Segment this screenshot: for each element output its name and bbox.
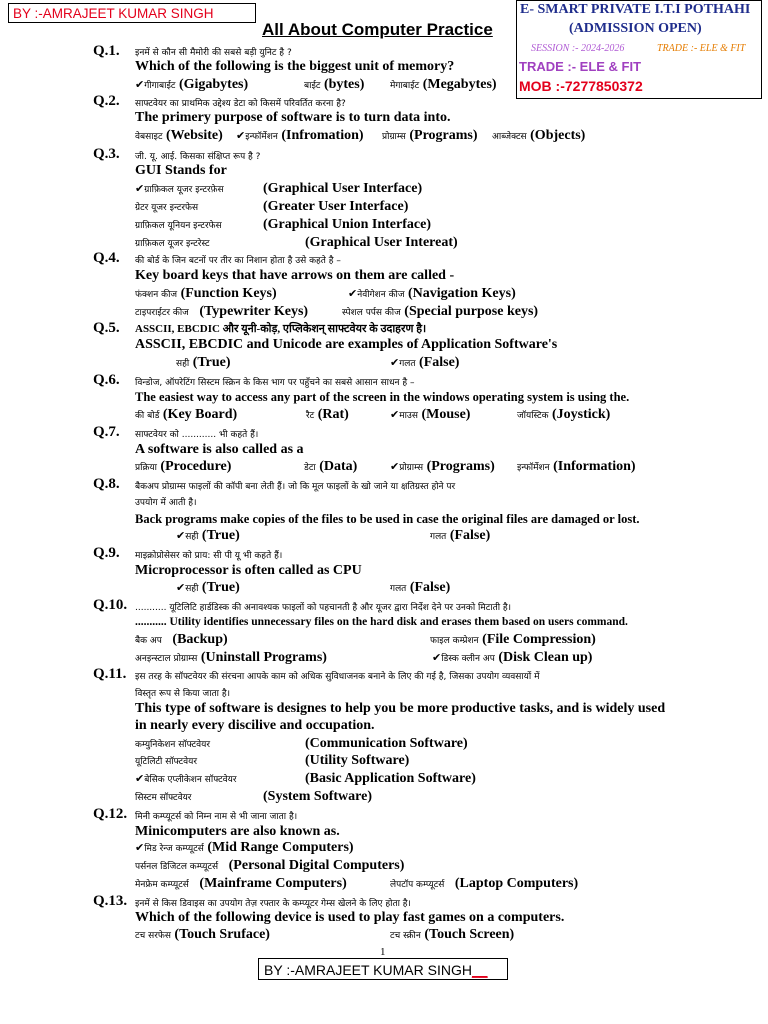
question-hindi: माइक्रोप्रोसेसर को प्राय: सी पी यू भी कहते हैं।	[135, 551, 283, 561]
option-hindi: ग्राफ़िकल यूनियन इन्टरफेस	[135, 221, 222, 231]
option	[176, 355, 231, 371]
option-english: (Procedure)	[160, 459, 232, 474]
question-hindi: की बोर्ड के जिन बटनों पर तीर का निशान होता है उसे कहते है –	[135, 256, 341, 266]
question-number: Q.10.	[93, 597, 128, 613]
option	[517, 459, 636, 475]
question-number: Q.2.	[93, 93, 120, 109]
question-hindi-cont: विस्तृत रूप से किया जाता है।	[135, 689, 231, 699]
option	[430, 528, 490, 544]
option-hindi: मेनफ्रेम कम्प्यूटर्स	[135, 880, 189, 890]
author-box: BY :-AMRAJEET KUMAR SINGH	[8, 3, 256, 23]
question-number: Q.1.	[93, 43, 120, 59]
question-number: Q.5.	[93, 320, 120, 336]
check-icon: ✔	[135, 78, 145, 91]
option-english: (Communication Software)	[305, 736, 468, 751]
question-hindi: बैकअप प्रोग्राम्स फाइलों की कॉपी बना लेती हैं। जो कि मूल फाइलों के खो जाने या क्षतिग्रस्त होने पर	[135, 482, 456, 492]
option-hindi: लेपटॉप कम्प्यूटर्स	[390, 880, 445, 890]
option-english: (Information)	[553, 459, 636, 474]
option-hindi: इन्फॉर्मेशन	[245, 132, 278, 142]
option-hindi: सिस्टम सॉफ्टवेयर	[135, 793, 192, 803]
option-english: (Graphical User Interface)	[263, 181, 423, 196]
option-english: (Objects)	[530, 128, 586, 143]
question-english-cont: in nearly every discilive and occupation.	[135, 718, 375, 733]
option	[135, 407, 237, 423]
option-english: (Personal Digital Computers)	[228, 858, 405, 873]
option	[390, 876, 578, 892]
question-hindi: मिनी कम्प्यूटर्स को निम्न नाम से भी जाना जाता है।	[135, 812, 298, 822]
check-icon: ✔	[348, 287, 358, 300]
option	[432, 650, 592, 666]
question-english: Key board keys that have arrows on them are called -	[135, 268, 455, 283]
question-number: Q.6.	[93, 372, 120, 388]
option-hindi: बाईट	[304, 81, 321, 91]
question-hindi: ASSCII, EBCDIC और यूनी-कोड़, एप्लिकेशन् साफ्टवेयर के उदाहरण है।	[135, 323, 427, 335]
option-hindi: नेवीगेशन कीज	[357, 290, 405, 300]
option-hindi: आब्जेक्टस	[492, 132, 527, 142]
option	[135, 128, 223, 144]
option-hindi: पर्सनल डिजिटल कम्प्यूटर्स	[135, 862, 219, 872]
footer-author: BY :-AMRAJEET KUMAR SINGH	[264, 962, 472, 978]
option-english: (Mid Range Computers)	[207, 840, 354, 855]
option-hindi: प्रक्रिया	[135, 463, 157, 473]
option-hindi: वेबसाइट	[135, 132, 163, 142]
question-hindi: इनमें से कौन सी मैमोरी की सबसे बड़ी युनिट है ?	[135, 48, 292, 58]
question-hindi: ........... यूटिलिटि हार्डडिस्क की अनावश्यक फाइलों को पहचानती है और यूजर द्वारा निर्देश देने पर उनको मिटाती है।	[135, 603, 512, 613]
check-icon: ✔	[135, 772, 145, 785]
option	[135, 217, 222, 233]
option	[342, 304, 538, 320]
option	[135, 789, 191, 805]
question-number: Q.12.	[93, 806, 128, 822]
check-icon: ✔	[135, 841, 145, 854]
question-english: The easiest way to access any part of the screen in the windows operating system is using the.	[135, 390, 630, 404]
option	[135, 77, 248, 93]
option	[390, 580, 450, 596]
option	[176, 580, 240, 596]
option-hindi: फंक्शन कीज	[135, 290, 178, 300]
option-english: (Backup)	[172, 632, 228, 647]
question-hindi: इनमें से किस डिवाइस का उपयोग तेज़ रफ्तार के कम्प्यूटर गेम्स खेलने के लिए होता है।	[135, 899, 411, 909]
question-hindi: साफ्टवेयर का प्राथमिक उद्देश्य डेटा को किसमें परिवर्तित करना है?	[135, 99, 346, 109]
option-english: (Infromation)	[281, 128, 364, 143]
option-english: (Programs)	[426, 459, 495, 474]
option-hindi: कम्युनिकेशन सॉफ्टवेयर	[135, 740, 211, 750]
option-english: (Disk Clean up)	[498, 650, 593, 665]
option-english: (Laptop Computers)	[454, 876, 579, 891]
option	[135, 235, 210, 251]
option-english: (Touch Sruface)	[174, 927, 270, 942]
option-hindi: सही	[185, 532, 199, 542]
option-english: (File Compression)	[482, 632, 596, 647]
option-english: (Mainframe Computers)	[199, 876, 347, 891]
option-english: (Data)	[319, 459, 358, 474]
option-hindi: डिस्क क्लीन अप	[441, 654, 495, 664]
trade-small: TRADE :- ELE & FIT	[657, 43, 746, 54]
option	[135, 459, 231, 475]
option	[390, 459, 495, 475]
option-english: (Rat)	[317, 407, 349, 422]
option-hindi: मेगाबाईट	[390, 81, 420, 91]
option-english: (Uninstall Programs)	[200, 650, 327, 665]
option	[304, 459, 357, 475]
option	[135, 181, 224, 197]
option-hindi: बेसिक एप्लीकेशन सॉफ्टवेयर	[144, 775, 237, 785]
institute-info-box	[516, 0, 762, 99]
option	[492, 128, 585, 144]
option-english: (Graphical User Intereat)	[305, 235, 458, 250]
question-number: Q.3.	[93, 146, 120, 162]
option-english: (Basic Application Software)	[305, 771, 476, 786]
option-english: (Website)	[166, 128, 223, 143]
option-hindi: माउस	[399, 411, 418, 421]
option-hindi: सही	[185, 584, 199, 594]
question-hindi: इस तरह के सॉफ्टवेयर की संरचना आपके काम को अधिक सुविधाजनक बनाने के लिए की गई है, जिसका उपयोग व्यवसायों में	[135, 672, 540, 682]
check-icon: ✔	[176, 529, 186, 542]
option	[135, 286, 277, 302]
option	[176, 528, 240, 544]
option	[390, 77, 497, 93]
question-number: Q.4.	[93, 250, 120, 266]
question-hindi: जी. यू. आई. किसका संक्षिप्त रूप है ?	[135, 152, 261, 162]
page-title: All About Computer Practice	[262, 20, 493, 39]
option-english: (bytes)	[323, 77, 365, 92]
option-hindi: स्पेशल पर्पस कीज	[342, 308, 401, 318]
page-number: 1	[380, 946, 386, 958]
question-english: This type of software is designes to help you be more productive tasks, and is widely used	[135, 701, 666, 716]
option	[135, 876, 347, 892]
option-hindi: गीगाबाईट	[144, 81, 176, 91]
option-hindi: फाइल कम्प्रेशन	[430, 636, 479, 646]
option	[135, 632, 228, 648]
option-hindi: टाइपराईटर कीज	[135, 308, 189, 318]
option	[390, 927, 514, 943]
question-english: Back programs make copies of the files to be used in case the original files are damaged or lost.	[135, 512, 640, 526]
option-english: (System Software)	[263, 789, 372, 804]
check-icon: ✔	[432, 651, 442, 664]
option-english: (Utility Software)	[305, 753, 410, 768]
question-hindi-cont: उपयोग में आती है।	[135, 498, 197, 508]
option-english: (True)	[201, 528, 240, 543]
trade-text: TRADE :- ELE & FIT	[519, 59, 642, 74]
check-icon: ✔	[176, 581, 186, 594]
check-icon: ✔	[135, 182, 145, 195]
question-number: Q.7.	[93, 424, 120, 440]
option-english: (Megabytes)	[422, 77, 497, 92]
option-hindi: मिड रेन्ज कम्प्यूटर्स	[144, 844, 204, 854]
question-english: GUI Stands for	[135, 163, 227, 178]
option	[135, 753, 197, 769]
option-english: (False)	[449, 528, 491, 543]
option-hindi: ग्रेटर यूजर इन्टरफेस	[135, 203, 199, 213]
question-english: Microprocessor is often called as CPU	[135, 563, 362, 578]
question-english: A software is also called as a	[135, 442, 304, 457]
option	[517, 407, 610, 423]
question-english: Which of the following device is used to play fast games on a computers.	[135, 910, 565, 925]
question-english: ........... Utility identifies unnecessary files on the hard disk and erases them based on users command.	[135, 616, 628, 628]
check-icon: ✔	[390, 460, 400, 473]
option	[382, 128, 478, 144]
institute-name: E- SMART PRIVATE I.T.I POTHAHI	[520, 2, 751, 17]
option-hindi: टच स्क्रीन	[390, 931, 421, 941]
option-hindi: अनइन्स्टाल प्रोग्राम्स	[135, 654, 198, 664]
option-hindi: सही	[176, 359, 190, 369]
option-hindi: गलत	[390, 584, 407, 594]
option-hindi: रैट	[306, 411, 315, 421]
option	[135, 927, 270, 943]
option-hindi: प्रोग्राम्स	[382, 132, 406, 142]
mobile-number: MOB :-7277850372	[519, 78, 643, 94]
option	[135, 199, 198, 215]
option-hindi: इन्फॉर्मेशन	[517, 463, 550, 473]
option-english: (Gigabytes)	[178, 77, 249, 92]
check-icon: ✔	[236, 129, 246, 142]
option-hindi: टच सरफेस	[135, 931, 171, 941]
footer-underline: __	[471, 962, 488, 978]
session-text: SESSION :- 2024-2026	[531, 43, 625, 54]
admission-status: (ADMISSION OPEN)	[569, 21, 702, 36]
option-hindi: ग्राफ़िकल यूजर इन्टरफ़ेस	[144, 185, 224, 195]
option-english: (Programs)	[409, 128, 478, 143]
option-english: (Function Keys)	[180, 286, 277, 301]
option	[135, 304, 308, 320]
option-hindi: यूटिलिटी सॉफ्टवेयर	[135, 757, 198, 767]
question-number: Q.13.	[93, 893, 128, 909]
option	[390, 407, 470, 423]
option	[135, 736, 210, 752]
option-english: (False)	[419, 355, 460, 370]
option-hindi: गलत	[430, 532, 447, 542]
question-english: ASSCII, EBCDIC and Unicode are examples of Application Software's	[135, 337, 558, 352]
option-hindi: जॉयस्टिक	[517, 411, 549, 421]
option-english: (False)	[409, 580, 451, 595]
option-english: (Graphical Union Interface)	[263, 217, 431, 232]
option-english: (Key Board)	[162, 407, 238, 422]
option-hindi: की बोर्ड	[135, 411, 160, 421]
option-hindi: डेटा	[304, 463, 316, 473]
question-number: Q.8.	[93, 476, 120, 492]
option	[135, 771, 237, 787]
question-hindi: विन्डोज, ऑपरेटिंग सिस्टम स्क्रिन के किस भाग पर पहुँचने का सबसे आसान साधन है –	[135, 378, 415, 388]
option-english: (Special purpose keys)	[404, 304, 539, 319]
question-english: The primery purpose of software is to turn data into.	[135, 110, 451, 125]
option	[304, 77, 364, 93]
option-hindi: प्रोग्राम्स	[399, 463, 424, 473]
option-english: (Joystick)	[552, 407, 611, 422]
option-hindi: बैक अप	[135, 636, 162, 646]
option	[135, 858, 404, 874]
question-number: Q.9.	[93, 545, 120, 561]
option	[348, 286, 516, 302]
question-english: Which of the following is the biggest unit of memory?	[135, 59, 455, 74]
option-english: (True)	[201, 580, 240, 595]
option	[430, 632, 596, 648]
option	[135, 650, 327, 666]
option-english: (Mouse)	[421, 407, 471, 422]
option-english: (Typewriter Keys)	[199, 304, 309, 319]
option	[390, 355, 459, 371]
option-hindi: ग्राफ़िकल यूजर इन्टरेस्ट	[135, 239, 210, 249]
option-hindi: गलत	[399, 359, 416, 369]
footer-author-box	[258, 958, 508, 980]
check-icon: ✔	[390, 356, 400, 369]
option-english: (True)	[192, 355, 231, 370]
question-hindi: साफ्टवेयर को ............ भी कहते हैं।	[135, 430, 259, 440]
option	[236, 128, 364, 144]
option	[306, 407, 349, 423]
check-icon: ✔	[390, 408, 400, 421]
option-english: (Navigation Keys)	[408, 286, 516, 301]
option-english: (Greater User Interface)	[263, 199, 409, 214]
option	[135, 840, 354, 856]
option-english: (Touch Screen)	[424, 927, 515, 942]
question-number: Q.11.	[93, 666, 127, 682]
question-english: Minicomputers are also known as.	[135, 824, 340, 839]
